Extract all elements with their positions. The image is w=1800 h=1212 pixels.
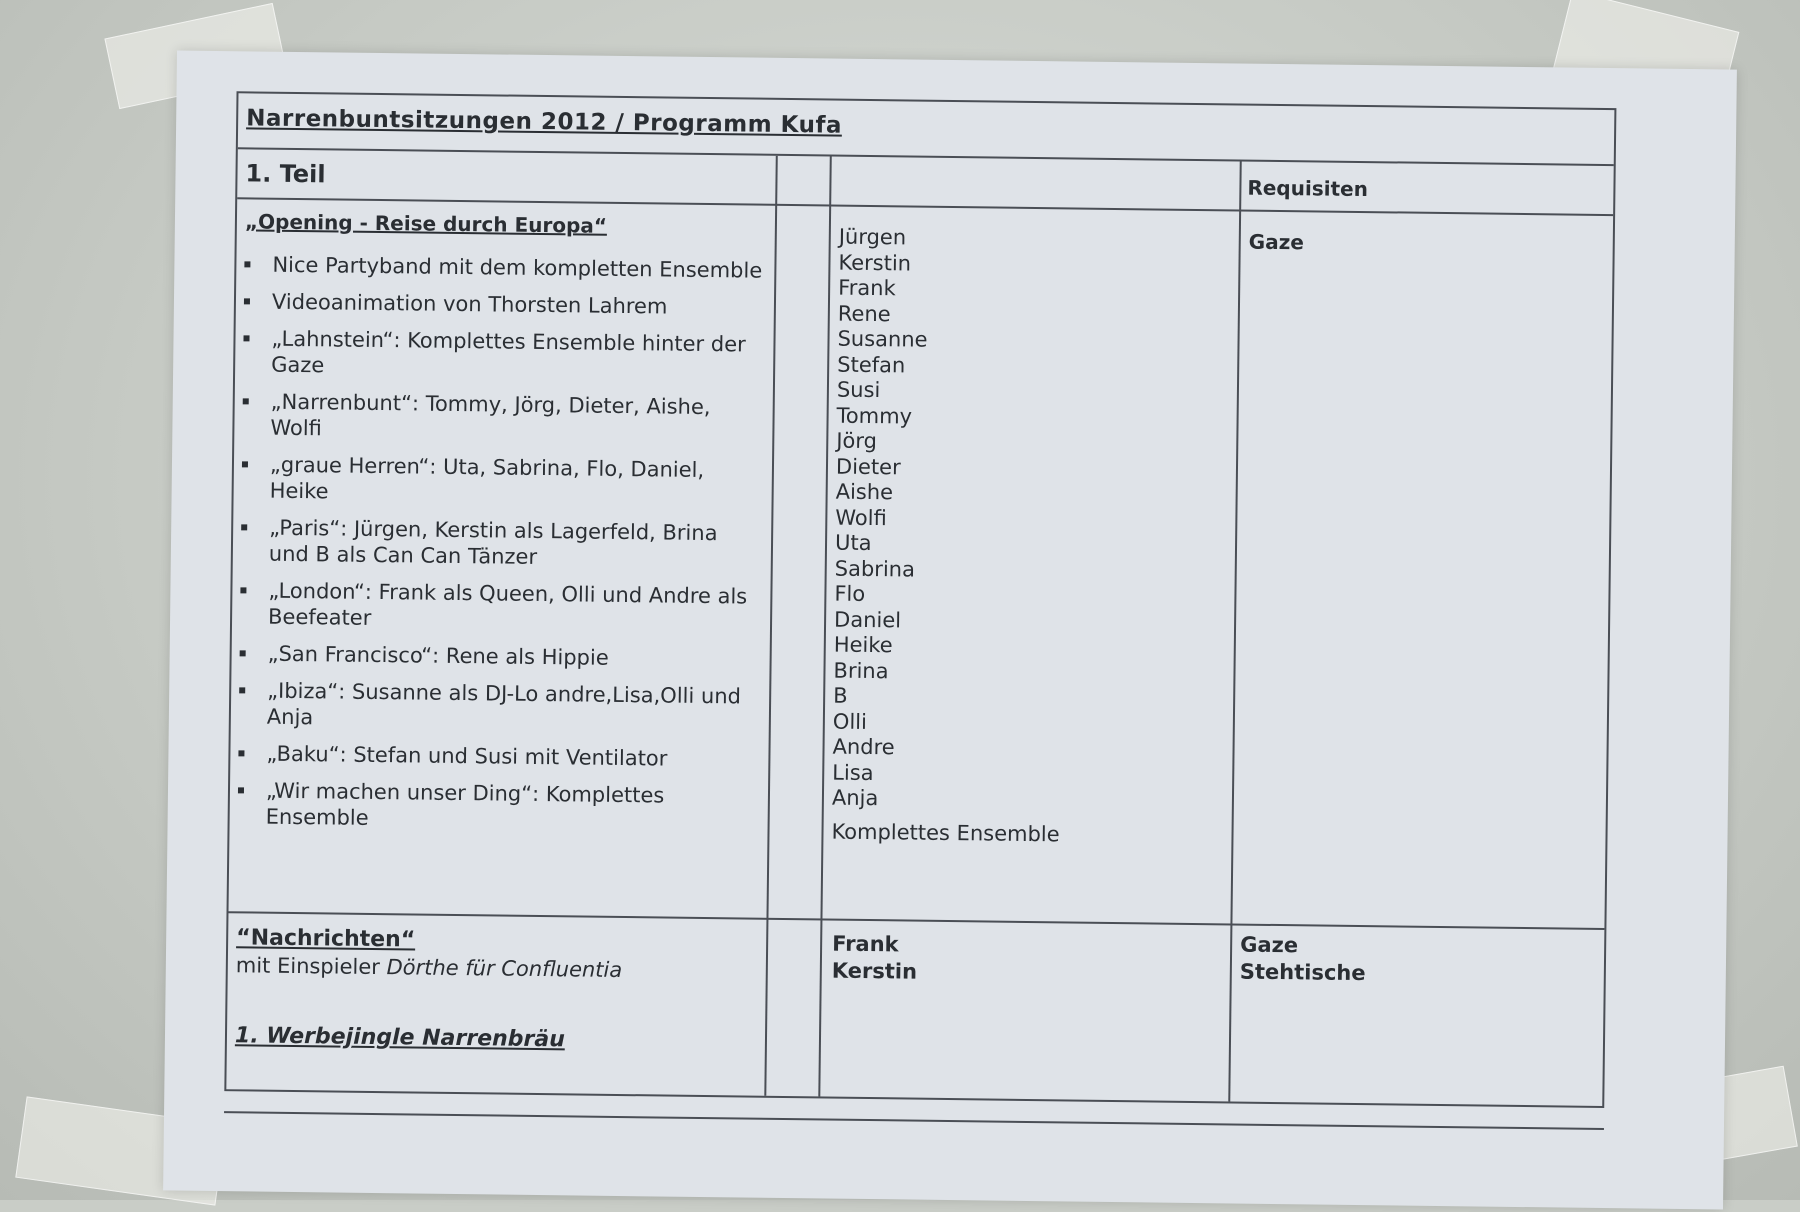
program-item — [230, 777, 761, 835]
next-table-edge — [223, 1111, 1604, 1210]
cast-name: Andre — [832, 734, 895, 760]
cast-name: Frank — [832, 931, 899, 957]
program-item-text: „Wir machen unser Ding“: Komplettes Ensemble — [265, 778, 665, 830]
program-item-text: „Paris“: Jürgen, Kerstin als Lagerfeld, Brina und B als Can Can Tänzer — [268, 515, 718, 569]
cast-name: Susanne — [837, 326, 928, 352]
requisit-item: Stehtische — [1239, 959, 1366, 986]
cast-name: Kerstin — [831, 958, 918, 984]
bullet-icon — [244, 261, 250, 267]
program-item-text: „Narrenbunt“: Tommy, Jörg, Dieter, Aishe, Wolfi — [270, 389, 711, 441]
nachrichten-title: “Nachrichten“ — [236, 925, 416, 953]
requisit-item: Gaze — [1240, 932, 1299, 958]
cast-name: Frank — [838, 275, 896, 301]
program-item — [235, 325, 766, 383]
bullet-icon — [241, 524, 247, 530]
cast-name: Lisa — [832, 760, 874, 785]
opening-requisiten: Gaze — [1248, 229, 1305, 255]
bullet-icon — [240, 650, 246, 656]
program-item-text: „London“: Frank als Queen, Olli und Andre als Beefeater — [267, 578, 748, 630]
cast-name: Uta — [834, 530, 872, 556]
cast-name: Sabrina — [834, 556, 916, 582]
cast-name: Anja — [831, 785, 879, 811]
program-item-text: „Lahnstein“: Komplettes Ensemble hinter der Gaze — [271, 326, 746, 378]
nachrichten-row — [226, 913, 1604, 1106]
program-item-text: „Baku“: Stefan und Susi mit Ventilator — [266, 741, 668, 771]
bullet-icon — [240, 587, 246, 593]
cast-name: Wolfi — [835, 505, 887, 530]
program-table — [224, 91, 1616, 1108]
program-item — [230, 740, 760, 772]
program-item — [232, 577, 763, 635]
ensemble-label: Komplettes Ensemble — [831, 819, 1060, 846]
bullet-icon — [239, 687, 245, 693]
bullet-icon — [243, 398, 249, 404]
program-item — [236, 251, 766, 283]
cast-name: Aishe — [835, 479, 894, 505]
cast-name: Flo — [834, 581, 866, 606]
cast-name: Dieter — [835, 454, 901, 479]
program-item-text: „graue Herren“: Uta, Sabrina, Flo, Daniel, Heike — [269, 452, 705, 504]
program-item — [236, 288, 766, 320]
nachrichten-cast-list — [832, 931, 918, 986]
nachrichten-subtitle-italic: Dörthe für Confluentia — [386, 955, 623, 983]
part-heading: 1. Teil — [245, 159, 326, 189]
bullet-icon — [238, 750, 244, 756]
cast-name: Jörg — [836, 428, 878, 454]
bullet-icon — [238, 787, 244, 793]
program-item-text: Videoanimation von Thorsten Lahrem — [271, 289, 668, 319]
program-item — [231, 677, 762, 735]
program-item-text: „Ibiza“: Susanne als DJ-Lo andre,Lisa,Olli und Anja — [266, 678, 742, 730]
bullet-icon — [242, 461, 248, 467]
program-item — [233, 514, 764, 572]
program-item-text: „San Francisco“: Rene als Hippie — [267, 641, 609, 670]
nachrichten-subtitle-prefix: mit Einspieler — [235, 953, 387, 980]
nachrichten-requisiten — [1240, 932, 1366, 988]
opening-cast-list — [831, 225, 1067, 848]
opening-title: „Opening - Reise durch Europa“ — [244, 209, 608, 238]
cast-name: Rene — [837, 301, 891, 326]
cast-name: Heike — [833, 632, 893, 658]
opening-items-list — [229, 251, 766, 846]
cast-name: Olli — [832, 709, 868, 734]
program-item-text: Nice Partyband mit dem kompletten Ensemble — [272, 252, 763, 283]
cast-name: Brina — [833, 658, 889, 683]
program-item — [233, 451, 764, 509]
bullet-icon — [243, 335, 249, 341]
cast-name: B — [833, 683, 848, 708]
cast-name: Jürgen — [838, 224, 907, 250]
cast-name: Tommy — [836, 403, 913, 429]
page-title: Narrenbuntsitzungen 2012 / Programm Kufa — [246, 105, 843, 139]
program-item — [234, 388, 765, 446]
requisiten-heading: Requisiten — [1247, 175, 1369, 202]
werbejingle-title: 1. Werbejingle Narrenbräu — [234, 1023, 566, 1053]
bullet-icon — [244, 298, 250, 304]
program-item — [232, 640, 762, 672]
cast-name: Susi — [836, 377, 881, 403]
opening-row — [228, 199, 1613, 930]
cast-name: Kerstin — [838, 250, 912, 275]
cast-name: Stefan — [837, 352, 906, 377]
cast-name: Daniel — [833, 607, 902, 632]
nachrichten-subtitle — [236, 953, 623, 982]
paper-sheet — [163, 51, 1737, 1210]
